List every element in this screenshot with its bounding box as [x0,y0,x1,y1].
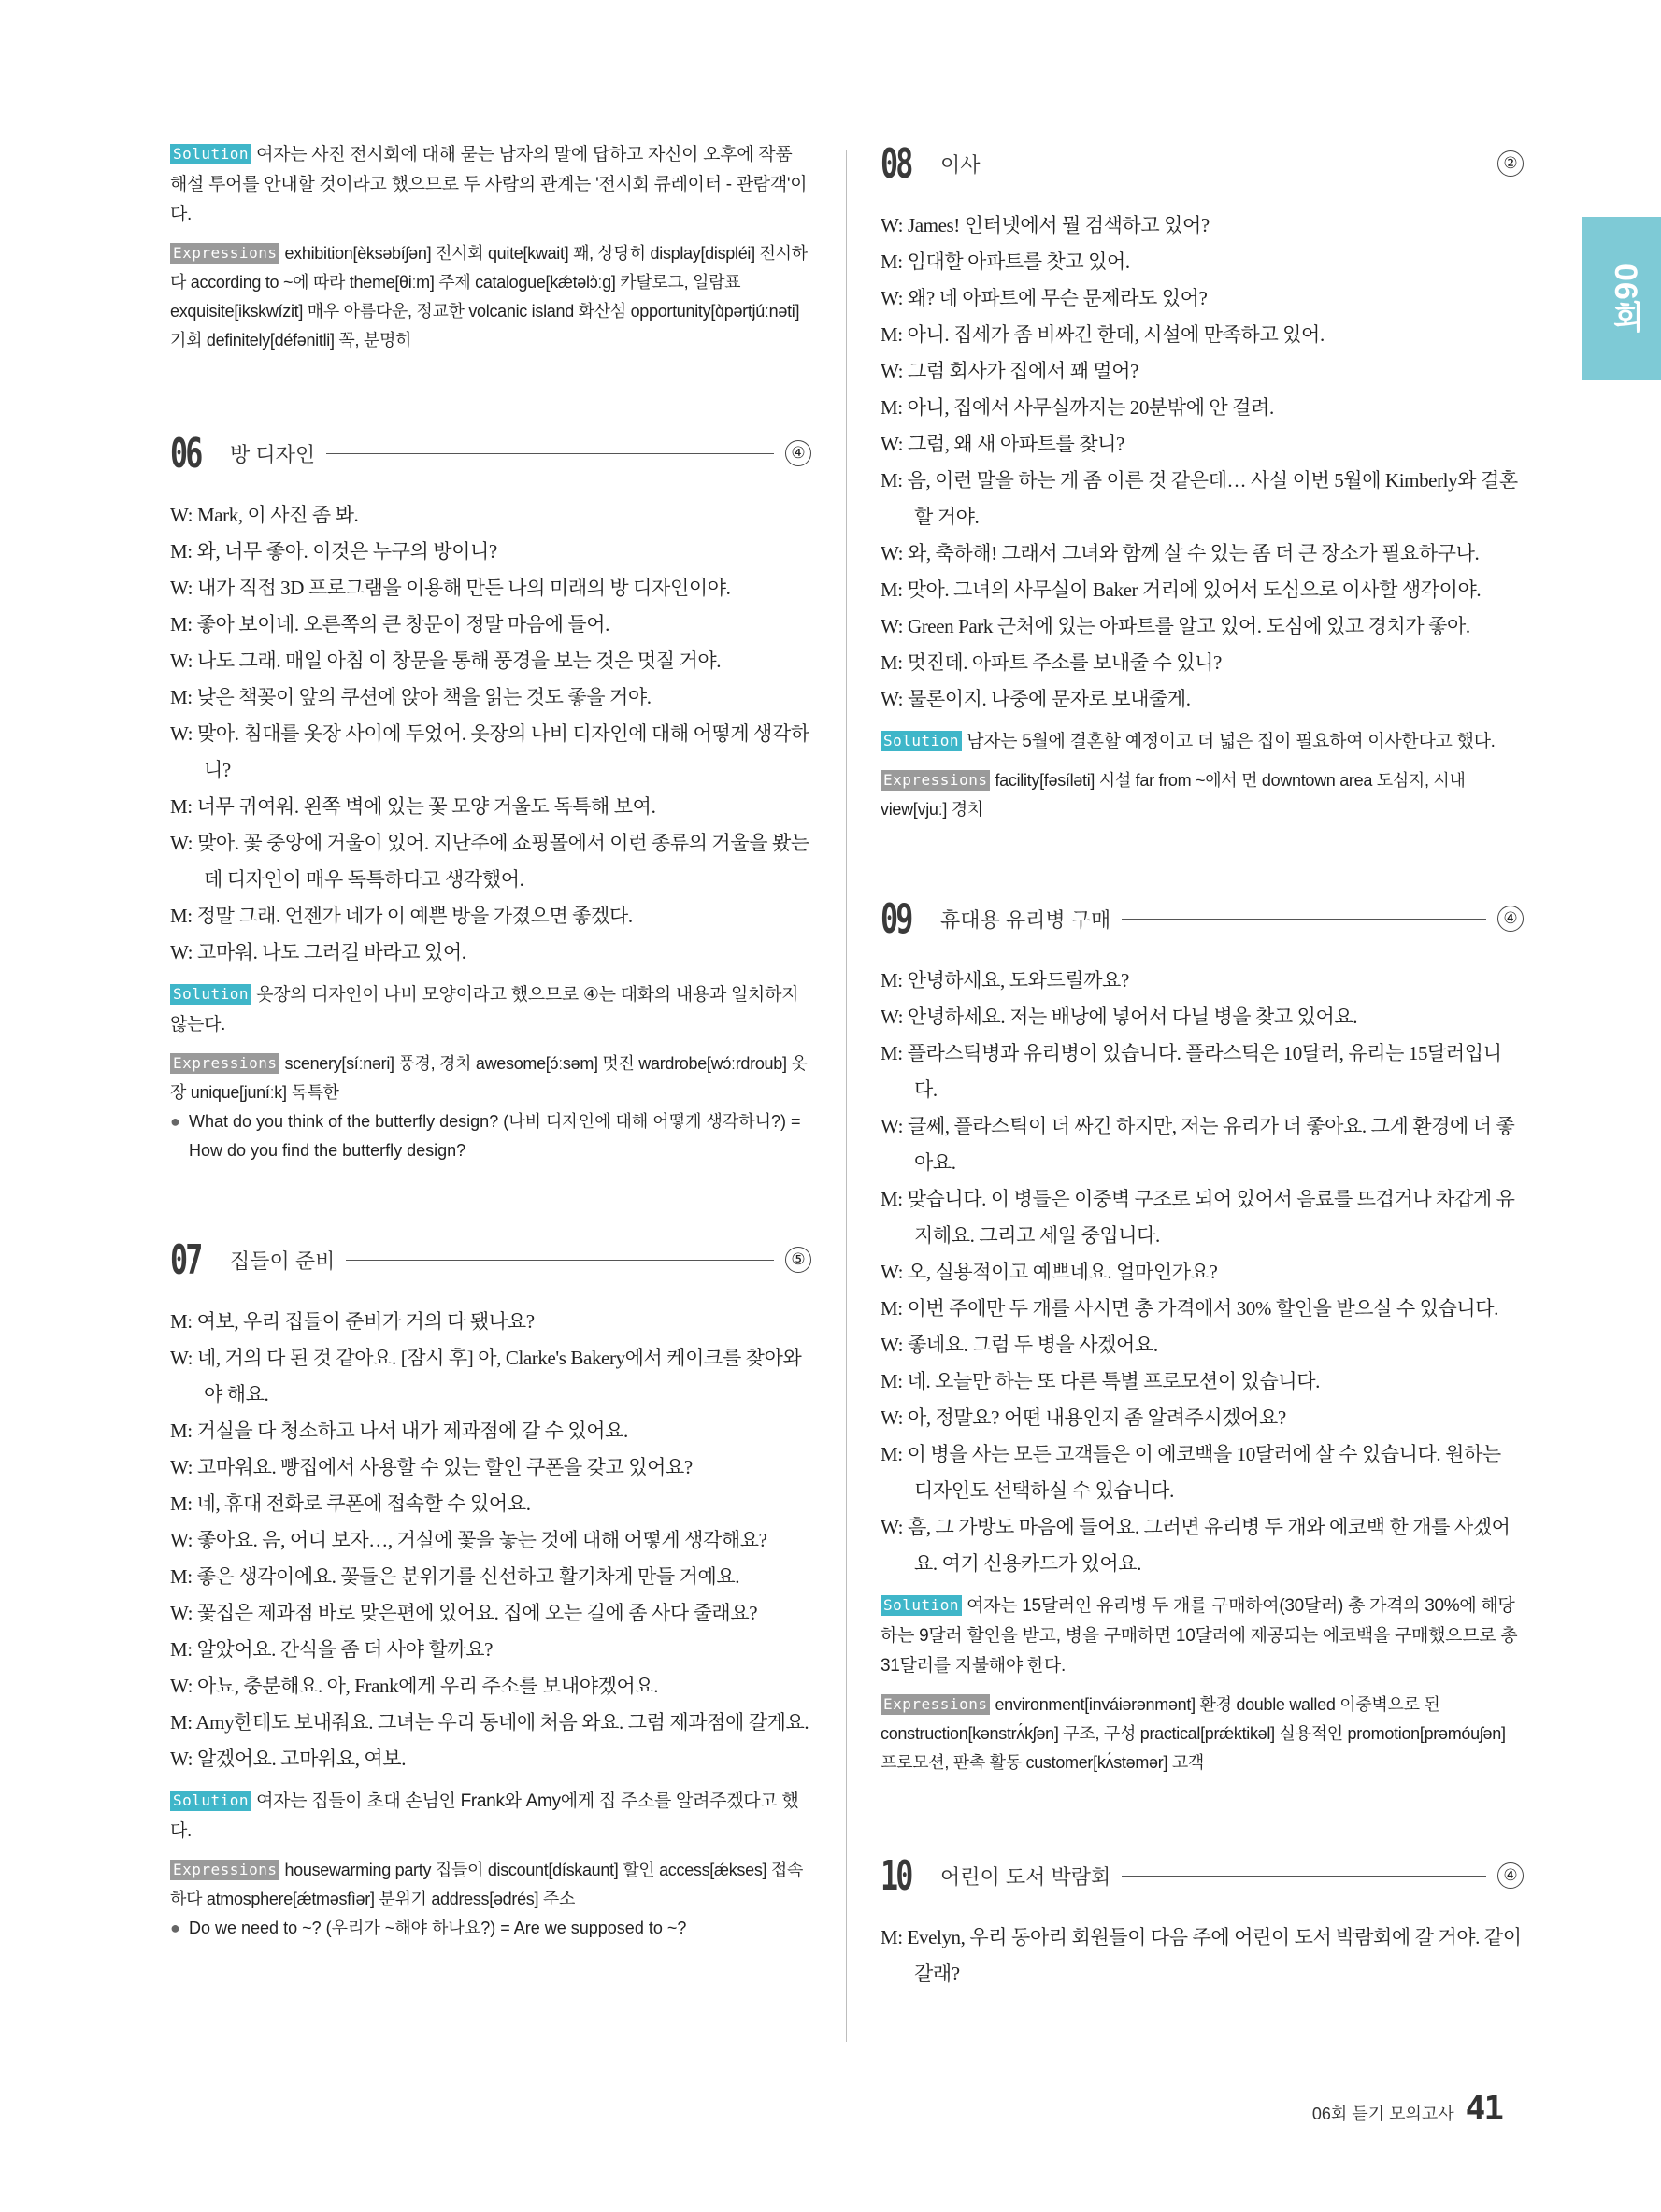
side-tab [1582,217,1661,380]
utterance-text: 좋아요. 음, 어디 보자…, 거실에 꽃을 놓는 것에 대해 어떻게 생각해요? [196,1529,767,1551]
dialogue-line [170,1449,811,1486]
question-number: 07 [170,1235,201,1284]
speaker-label: M: [881,250,903,273]
dialogue-line [170,935,811,971]
dialogue-line [881,353,1524,390]
tip-bullet [170,1107,811,1165]
dialogue-line [881,1291,1524,1327]
speaker-label: W: [881,1516,904,1538]
speaker-label: M: [170,686,193,708]
question-number: 10 [881,1851,911,1900]
dialogue-line [170,1486,811,1522]
question-title: 어린이 도서 박람회 [940,1864,1111,1889]
speaker-label: W: [881,1261,904,1283]
solution-text: 옷장의 디자인이 나비 모양이라고 했으므로 ④는 대화의 내용과 일치하지 않는다. [170,985,799,1035]
speaker-label: M: [881,1370,903,1392]
speaker-label: W: [170,1347,193,1369]
utterance-text: 안녕하세요, 도와드릴까요? [907,969,1129,992]
utterance-text: 너무 귀여워. 왼쪽 벽에 있는 꽃 모양 거울도 독특해 보여. [196,795,656,818]
utterance-text: 맞아. 꽃 중앙에 거울이 있어. 지난주에 쇼핑몰에서 이런 종류의 거울을 봤는데 디자인이 매우 독특하다고 생각했어. [196,832,809,891]
column-divider [846,150,847,2042]
header-rule [1122,919,1486,920]
utterance-text: 알았어요. 간식을 좀 더 사야 할까요? [196,1638,494,1661]
solution-tag: Solution [881,1595,962,1616]
utterance-text: James! 인터넷에서 뭘 검색하고 있어? [907,214,1210,236]
solution-block [881,1591,1524,1681]
utterance-text: 네, 휴대 전화로 쿠폰에 접속할 수 있어요. [196,1492,531,1515]
speaker-label: M: [170,613,193,635]
question-08-header [881,140,1524,187]
header-rule [326,453,774,454]
speaker-label: W: [170,832,193,854]
expressions-tag: Expressions [881,770,990,791]
right-column [881,140,1524,1992]
utterance-text: 흠, 그 가방도 마음에 들어요. 그러면 유리병 두 개와 에코백 한 개를 사겠어요. 여기 신용카드가 있어요. [907,1516,1511,1575]
dialogue-line [170,1559,811,1595]
utterance-text: 좋아 보이네. 오른쪽의 큰 창문이 정말 마음에 들어. [196,613,609,635]
dialogue-line [170,607,811,643]
dialogue-line [881,1108,1524,1181]
tip-text: What do you think of the butterfly design? (나비 디자인에 대해 어떻게 생각하니?) = How do you find the butterfly design? [189,1112,801,1160]
utterance-text: 좋네요. 그럼 두 병을 사겠어요. [907,1334,1158,1356]
question-title: 이사 [940,152,981,177]
utterance-text: 오, 실용적이고 예쁘네요. 얼마인가요? [907,1261,1218,1283]
side-tab-label: 06회 [1608,264,1643,334]
utterance-text: 이 병을 사는 모든 고객들은 이 에코백을 10달러에 살 수 있습니다. 원하는 디자인도 선택하실 수 있습니다. [907,1443,1501,1502]
question-title: 휴대용 유리병 구매 [940,907,1111,932]
left-column [170,140,811,1943]
speaker-label: M: [170,1310,193,1333]
expressions-tag: Expressions [881,1694,990,1715]
answer-circle: ⑤ [785,1247,811,1273]
bullet-dot: ● [170,1112,180,1131]
utterance-text: 맞아. 침대를 옷장 사이에 두었어. 옷장의 나비 디자인에 대해 어떻게 생각하니? [196,722,809,781]
speaker-label: W: [881,615,904,637]
expressions-tag: Expressions [170,1053,279,1074]
speaker-label: W: [881,214,904,236]
solution-text: 남자는 5월에 결혼할 예정이고 더 넓은 집이 필요하여 이사한다고 했다. [967,732,1496,751]
dialogue-line [170,825,811,898]
solution-text: 여자는 집들이 초대 손님인 Frank와 Amy에게 집 주소를 알려주겠다고 했다. [170,1791,799,1841]
expressions-text: scenery[síːnəri] 풍경, 경치 awesome[ɔ́ːsəm] 멋진 wardrobe[wɔ́ːrdroub] 옷장 unique[juníːk] 독특한 [170,1054,808,1102]
dialogue-line [881,1919,1524,1992]
speaker-label: M: [881,469,903,492]
header-rule [346,1260,774,1261]
utterance-text: 꽃집은 제과점 바로 맞은편에 있어요. 집에 오는 길에 좀 사다 줄래요? [196,1602,758,1624]
speaker-label: W: [170,1675,193,1697]
dialogue-line [881,1327,1524,1363]
dialogue-06 [170,497,811,971]
speaker-label: M: [881,651,903,674]
dialogue-line [170,497,811,534]
dialogue-line [881,999,1524,1035]
utterance-text: 알겠어요. 고마워요, 여보. [196,1748,407,1770]
dialogue-08 [881,207,1524,718]
question-title: 집들이 준비 [230,1249,336,1273]
dialogue-line [170,1595,811,1632]
speaker-label: M: [881,1297,903,1320]
dialogue-line [170,1304,811,1340]
dialogue-line [881,244,1524,280]
dialogue-line [881,1436,1524,1509]
speaker-label: W: [881,1334,904,1356]
dialogue-line [170,1741,811,1777]
speaker-label: M: [170,905,193,927]
question-number: 06 [170,429,201,478]
tip-text: Do we need to ~? (우리가 ~해야 하나요?) = Are we supposed to ~? [189,1919,687,1937]
utterance-text: 낮은 책꽂이 앞의 쿠션에 앉아 책을 읽는 것도 좋을 거야. [196,686,652,708]
speaker-label: M: [881,578,903,601]
utterance-text: 멋진데. 아파트 주소를 보내줄 수 있니? [907,651,1222,674]
answer-circle: ② [1497,150,1524,177]
dialogue-line [170,679,811,716]
speaker-label: W: [170,941,193,963]
utterance-text: 왜? 네 아파트에 무슨 문제라도 있어? [907,287,1208,309]
dialogue-line [170,534,811,570]
utterance-text: 아니, 집에서 사무실까지는 20분밖에 안 걸려. [907,396,1274,419]
answer-circle: ④ [1497,1862,1524,1889]
speaker-label: M: [881,323,903,346]
utterance-text: 와, 너무 좋아. 이것은 누구의 방이니? [196,540,497,563]
solution-block [881,727,1524,757]
speaker-label: M: [881,1188,903,1210]
utterance-text: 정말 그래. 언젠가 네가 이 예쁜 방을 가졌으면 좋겠다. [196,905,633,927]
dialogue-line [881,963,1524,999]
speaker-label: W: [170,1748,193,1770]
dialogue-line [881,317,1524,353]
utterance-text: 고마워. 나도 그러길 바라고 있어. [196,941,466,963]
utterance-text: 맞아. 그녀의 사무실이 Baker 거리에 있어서 도심으로 이사할 생각이야. [907,578,1482,601]
expressions-tag: Expressions [170,1860,279,1880]
dialogue-line [881,681,1524,718]
dialogue-line [881,426,1524,463]
question-06-header [170,430,811,477]
dialogue-line [881,1363,1524,1400]
solution-tag: Solution [881,731,962,751]
expressions-text: facility[fəsíləti] 시설 far from ~에서 먼 downtown area 도심지, 시내 view[vjuː] 경치 [881,771,1466,819]
speaker-label: M: [170,795,193,818]
expressions-text: housewarming party 집들이 discount[dískaunt] 할인 access[ǽkses] 접속하다 atmosphere[ǽtməsfìər] 분위기 address[ədrés] 주소 [170,1861,804,1908]
dialogue-line [881,572,1524,608]
expressions-block [881,1691,1524,1777]
header-rule [1122,1876,1486,1877]
expressions-block [170,1049,811,1107]
utterance-text: 이번 주에만 두 개를 사시면 총 가격에서 30% 할인을 받으실 수 있습니다. [907,1297,1498,1320]
utterance-text: Amy한테도 보내줘요. 그녀는 우리 동네에 처음 와요. 그럼 제과점에 갈게요. [195,1711,809,1734]
speaker-label: W: [170,649,193,672]
dialogue-line [881,463,1524,535]
dialogue-line [881,1254,1524,1291]
dialogue-10 [881,1919,1524,1992]
dialogue-line [170,898,811,935]
page-number: 41 [1465,2090,1502,2128]
utterance-text: 내가 직접 3D 프로그램을 이용해 만든 나의 미래의 방 디자인이야. [196,577,731,599]
utterance-text: 나도 그래. 매일 아침 이 창문을 통해 풍경을 보는 것은 멋질 거야. [196,649,722,672]
speaker-label: W: [170,504,193,526]
utterance-text: 아, 정말요? 어떤 내용인지 좀 알려주시겠어요? [907,1406,1286,1429]
solution-block [170,140,811,230]
question-title: 방 디자인 [230,442,316,466]
speaker-label: M: [170,1420,193,1442]
solution-tag: Solution [170,984,251,1005]
expressions-block [170,239,811,355]
question-number: 09 [881,894,911,943]
utterance-text: 글쎄, 플라스틱이 더 싸긴 하지만, 저는 유리가 더 좋아요. 그게 환경에 더 좋아요. [907,1115,1515,1174]
utterance-text: 임대할 아파트를 찾고 있어. [907,250,1130,273]
footer-text: 06회 듣기 모의고사 [1311,2105,1454,2123]
dialogue-line [881,1509,1524,1582]
dialogue-line [881,1400,1524,1436]
solution-block [170,1787,811,1847]
speaker-label: W: [170,722,193,745]
speaker-label: M: [881,1042,903,1064]
page-footer [1312,2090,1502,2128]
dialogue-line [170,1522,811,1559]
dialogue-line [170,1340,811,1413]
solution-tag: Solution [170,1791,251,1811]
solution-block [170,980,811,1040]
utterance-text: 거실을 다 청소하고 나서 내가 제과점에 갈 수 있어요. [196,1420,628,1442]
speaker-label: M: [170,1492,193,1515]
expressions-block [881,766,1524,824]
speaker-label: W: [881,1115,904,1137]
utterance-text: 아뇨, 충분해요. 아, Frank에게 우리 주소를 보내야겠어요. [196,1675,659,1697]
solution-text: 여자는 사진 전시회에 대해 묻는 남자의 말에 답하고 자신이 오후에 작품 해설 투어를 안내할 것이라고 했으므로 두 사람의 관계는 '전시회 큐레이터 - 관람객'이다. [170,145,808,224]
utterance-text: Green Park 근처에 있는 아파트를 알고 있어. 도심에 있고 경치가 좋아. [907,615,1470,637]
utterance-text: 네. 오늘만 하는 또 다른 특별 프로모션이 있습니다. [907,1370,1320,1392]
question-07-header [170,1236,811,1283]
speaker-label: W: [881,688,904,710]
dialogue-line [881,280,1524,317]
utterance-text: 물론이지. 나중에 문자로 보내줄게. [907,688,1191,710]
utterance-text: 그럼 회사가 집에서 꽤 멀어? [907,360,1139,382]
question-number: 08 [881,139,911,188]
bullet-dot: ● [170,1919,180,1937]
utterance-text: 플라스틱병과 유리병이 있습니다. 플라스틱은 10달러, 유리는 15달러입니다. [907,1042,1502,1101]
utterance-text: 여보, 우리 집들이 준비가 거의 다 됐나요? [196,1310,535,1333]
dialogue-line [881,608,1524,645]
speaker-label: W: [881,360,904,382]
utterance-text: 음, 이런 말을 하는 게 좀 이른 것 같은데… 사실 이번 5월에 Kimberly와 결혼할 거야. [907,469,1518,528]
expressions-text: exhibition[èksəbíʃən] 전시회 quite[kwait] 꽤, 상당히 display[displéi] 전시하다 according to ~에 따라 theme[θiːm] 주제 catalogue[kǽtəlɔ̀ːg] 카탈로그, 일람표 exquisite[ikskwízit] 매우 아름다운, 정교한 volcanic island 화산섬 opportunity[ɑ̀pərtjúːnəti] 기회 definitely[défənitli] 꼭, 분명히 [170,244,808,350]
utterance-text: 좋은 생각이에요. 꽃들은 분위기를 신선하고 활기차게 만들 거예요. [196,1565,740,1588]
expressions-block [170,1856,811,1914]
dialogue-line [881,390,1524,426]
solution-text: 여자는 15달러인 유리병 두 개를 구매하여(30달러) 총 가격의 30%에 해당하는 9달러 할인을 받고, 병을 구매하면 10달러에 제공되는 에코백을 구매했으므로 총 31달러를 지불해야 한다. [881,1596,1518,1676]
utterance-text: 안녕하세요. 저는 배낭에 넣어서 다닐 병을 찾고 있어요. [907,1006,1358,1028]
dialogue-line [170,1413,811,1449]
speaker-label: M: [881,969,903,992]
question-09-header [881,895,1524,942]
dialogue-line [170,643,811,679]
answer-circle: ④ [1497,906,1524,932]
speaker-label: M: [881,396,903,419]
speaker-label: W: [881,1006,904,1028]
dialogue-line [170,1668,811,1705]
dialogue-line [881,1181,1524,1254]
speaker-label: W: [170,1602,193,1624]
utterance-text: 와, 축하해! 그래서 그녀와 함께 살 수 있는 좀 더 큰 장소가 필요하구나. [907,542,1480,564]
utterance-text: 맞습니다. 이 병들은 이중벽 구조로 되어 있어서 음료를 뜨겁거나 차갑게 유지해요. 그리고 세일 중입니다. [907,1188,1515,1247]
speaker-label: M: [881,1443,903,1465]
dialogue-line [170,570,811,607]
utterance-text: Evelyn, 우리 동아리 회원들이 다음 주에 어린이 도서 박람회에 갈 거야. 같이 갈래? [907,1926,1522,1985]
utterance-text: 아니. 집세가 좀 비싸긴 한데, 시설에 만족하고 있어. [907,323,1325,346]
speaker-label: M: [170,1638,193,1661]
speaker-label: M: [170,540,193,563]
speaker-label: M: [881,1926,903,1948]
expressions-text: environment[inváiərənmənt] 환경 double walled 이중벽으로 된 construction[kənstrʌ́kʃən] 구조, 구성 practical[prǽktikəl] 실용적인 promotion[prəmóuʃən] 프로모션, 판촉 활동 customer[kʌ́stəmər] 고객 [881,1695,1506,1772]
dialogue-line [170,1705,811,1741]
question-10-header [881,1852,1524,1899]
tip-bullet [170,1914,811,1943]
utterance-text: Mark, 이 사진 좀 봐. [196,504,359,526]
dialogue-line [881,535,1524,572]
speaker-label: W: [881,542,904,564]
expressions-tag: Expressions [170,243,279,264]
speaker-label: W: [170,577,193,599]
answer-circle: ④ [785,440,811,466]
dialogue-line [881,645,1524,681]
speaker-label: W: [170,1456,193,1478]
dialogue-line [170,789,811,825]
utterance-text: 그럼, 왜 새 아파트를 찾니? [907,433,1124,455]
utterance-text: 네, 거의 다 된 것 같아요. [잠시 후] 아, Clarke's Bakery에서 케이크를 찾아와야 해요. [196,1347,802,1406]
solution-tag: Solution [170,144,251,164]
speaker-label: M: [170,1711,193,1734]
speaker-label: W: [881,287,904,309]
dialogue-07 [170,1304,811,1777]
dialogue-line [881,207,1524,244]
utterance-text: 고마워요. 빵집에서 사용할 수 있는 할인 쿠폰을 갖고 있어요? [196,1456,693,1478]
speaker-label: M: [170,1565,193,1588]
dialogue-line [881,1035,1524,1108]
speaker-label: W: [881,1406,904,1429]
dialogue-09 [881,963,1524,1582]
dialogue-line [170,1632,811,1668]
dialogue-line [170,716,811,789]
speaker-label: W: [170,1529,193,1551]
speaker-label: W: [881,433,904,455]
